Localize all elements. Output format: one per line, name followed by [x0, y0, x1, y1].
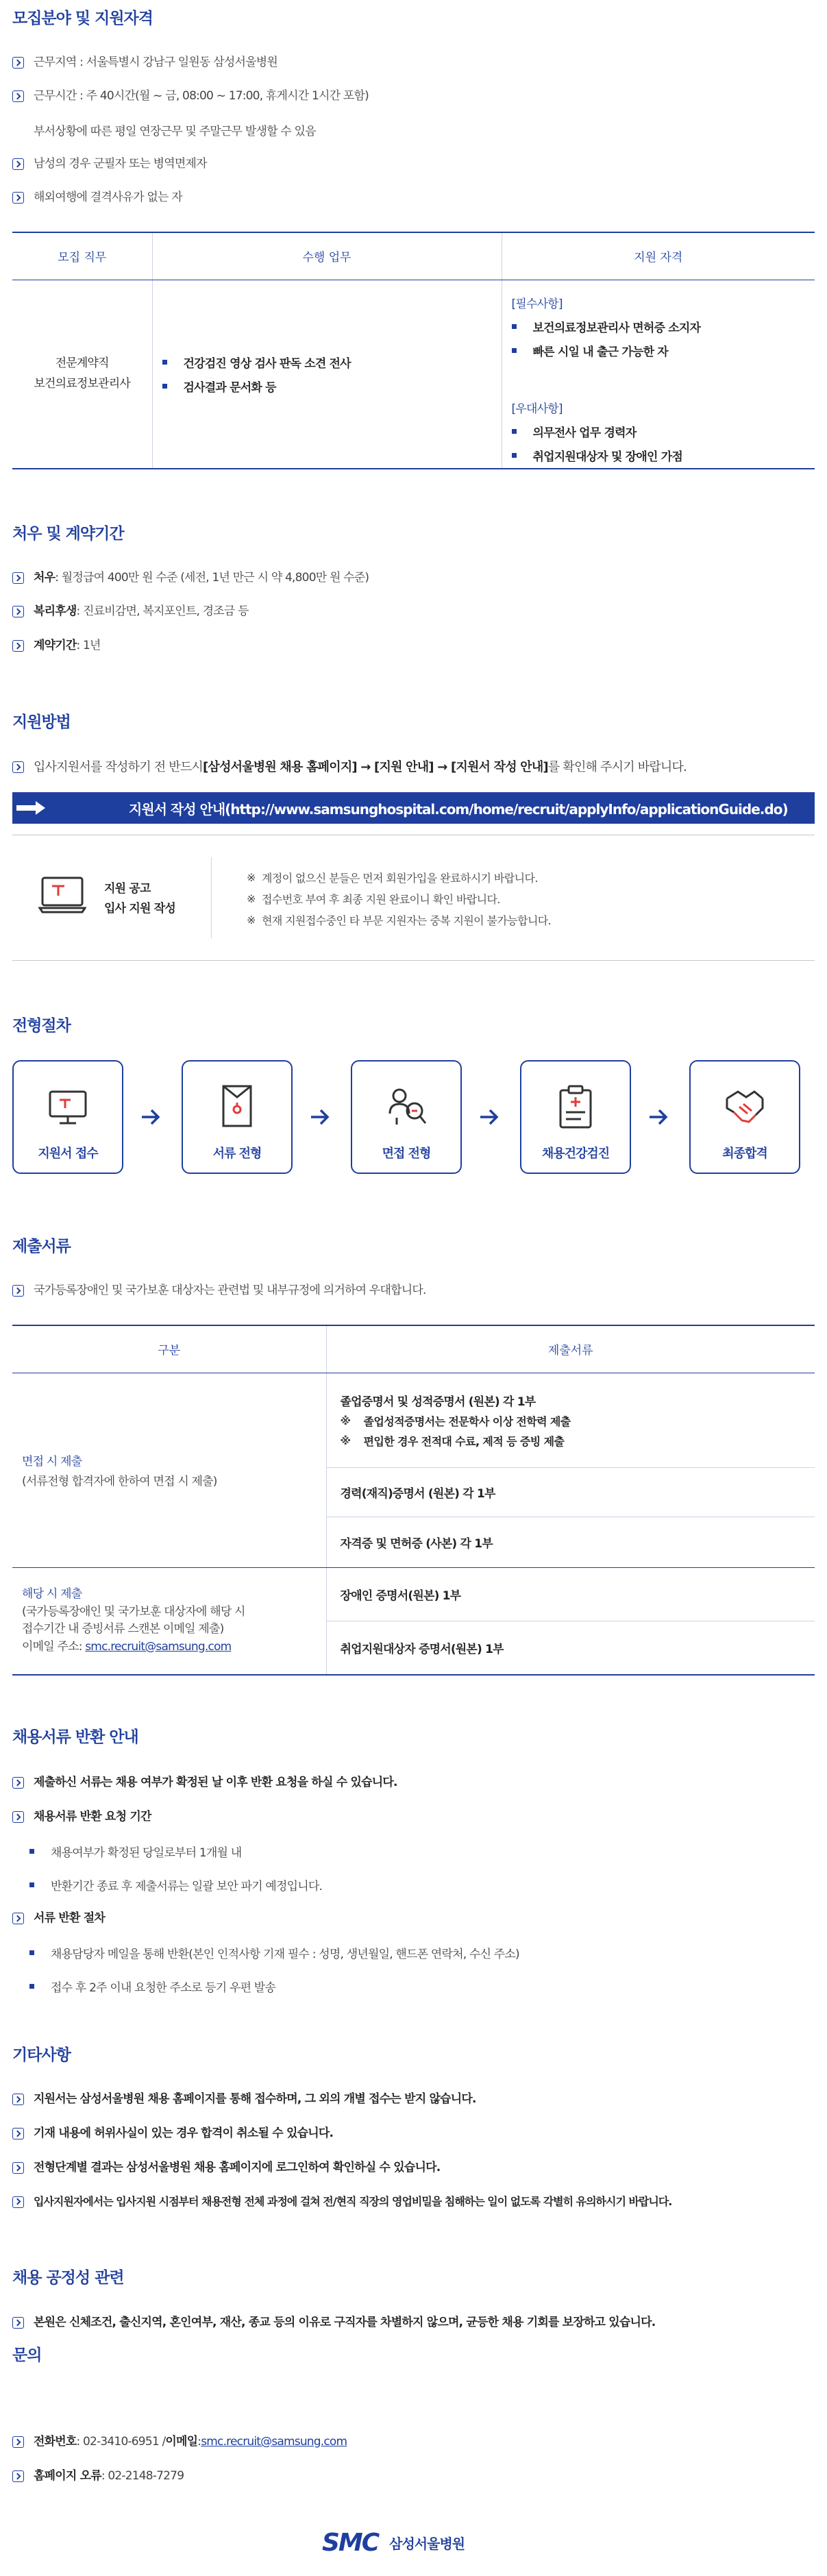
return-proc-item: 채용담당자 메일을 통해 반환(본인 인적사항 기재 필수 : 성명, 생년월일, 핸드폰 연락처, 수신 주소) [29, 1944, 519, 1961]
benefit-welfare: 복리후생 : 진료비감면, 복지포인트, 경조금 등 [12, 604, 249, 620]
bullet-arrow-icon [12, 2436, 24, 2448]
return-title: 채용서류 반환 안내 [12, 1728, 138, 1746]
bullet-arrow-icon [12, 57, 24, 69]
fairness-title: 채용 공정성 관련 [12, 2269, 124, 2287]
grad-title: 졸업증명서 및 성적증명서 (원본) 각 1부 [340, 1395, 536, 1409]
bullet-arrow-icon [12, 640, 24, 652]
org-name: 삼성서울병원 [389, 2536, 465, 2552]
bullet-arrow-icon [12, 1811, 24, 1823]
process-step-document: 서류 전형 [182, 1060, 293, 1174]
return-proc-label: 서류 반환 절차 [12, 1911, 105, 1927]
benefit-contract: 계약기간 : 1년 [12, 638, 101, 654]
bullet-arrow-icon [12, 158, 24, 170]
interview-label: 면접 시 제출 [22, 1455, 82, 1469]
process-step-apply: 지원서 접수 [12, 1060, 123, 1174]
veteran-cell: 취업지원대상자 증명서(원본) 1부 [340, 1642, 504, 1656]
return-proc-item: 접수 후 2주 이내 요청한 주소로 등기 우편 발송 [29, 1978, 275, 1995]
table-header: 제출서류 [326, 1326, 815, 1373]
apply-instruction: 입사지원서를 작성하기 전 반드시 [삼성서울병원 채용 홈페이지] → [지원 안내] → [지원서 작성 안내] 를 확인해 주시기 바랍니다. [12, 759, 687, 776]
apply-note: ※ 접수번호 부여 후 최종 지원 완료이니 확인 바랍니다. [247, 892, 500, 906]
arrow-right-icon [648, 1109, 669, 1125]
apply-guide-link[interactable]: 지원서 작성 안내(http://www.samsunghospital.com/home/recruit/applyInfo/applicationGuide.do) [12, 792, 815, 824]
document-icon [215, 1082, 259, 1130]
bullet-arrow-icon [12, 2470, 24, 2482]
apply-note: ※ 계정이 없으신 분들은 먼저 회원가입을 완료하시기 바랍니다. [247, 871, 538, 885]
interview-sub: (서류전형 합격자에 한하여 면접 시 제출) [22, 1475, 217, 1488]
bullet-arrow-icon [12, 2162, 24, 2174]
apply-note: ※ 현재 지원접수중인 타 부문 지원자는 중복 지원이 불가능합니다. [247, 913, 552, 927]
table-header: 모집 직무 [12, 233, 152, 280]
req-cell [502, 280, 815, 468]
interview-cell [12, 1373, 326, 1567]
recruit-item-hours: 근무시간 : 주 40시간(월 ~ 금, 08:00 ~ 17:00, 휴게시간 1시간 포함) [12, 88, 369, 105]
apply-info-box [12, 835, 815, 961]
return-period-item: 채용여부가 확정된 당일로부터 1개월 내 [29, 1843, 241, 1860]
arrow-right-icon [16, 800, 47, 816]
arrow-right-icon [479, 1109, 499, 1125]
license-cell: 자격증 및 면허증 (사본) 각 1부 [326, 1517, 815, 1567]
process-step-interview: 면접 전형 [351, 1060, 462, 1174]
etc-title: 기타사항 [12, 2046, 71, 2064]
arrow-right-icon [310, 1109, 330, 1125]
career-cell: 경력(재직)증명서 (원본) 각 1부 [326, 1467, 815, 1517]
bullet-arrow-icon [12, 1777, 24, 1789]
logo-mark: SMC [322, 2529, 379, 2557]
disability-cell: 장애인 증명서(원본) 1부 [326, 1567, 815, 1621]
etc-item: 전형단계별 결과는 삼성서울병원 채용 홈페이지에 로그인하여 확인하실 수 있습니다. [12, 2160, 440, 2176]
table-header: 수행 업무 [152, 233, 502, 280]
recruit-table [12, 232, 815, 469]
pref-label: [우대사항] [511, 402, 563, 416]
table-header: 구분 [12, 1326, 326, 1373]
return-period-label: 채용서류 반환 요청 기간 [12, 1809, 151, 1826]
job-title: 전문계약직 [55, 356, 109, 370]
recruit-item-location: 근무지역 : 서울특별시 강남구 일원동 삼성서울병원 [12, 55, 277, 71]
pref-item: 취업지원대상자 및 장애인 가점 [512, 447, 815, 464]
job-title: 보건의료정보관리사 [34, 376, 131, 391]
benefit-pay: 처우 : 월정급여 400만 원 수준 (세전, 1년 만근 시 약 4,800만 원 수준) [12, 570, 369, 587]
duty-item: 건강검진 영상 검사 판독 소견 전사 [162, 354, 502, 371]
etc-item: 지원서는 삼성서울병원 채용 홈페이지를 통해 접수하며, 그 외의 개별 접수는 받지 않습니다. [12, 2092, 476, 2108]
recruit-item-travel: 해외여행에 결격사유가 없는 자 [12, 190, 182, 206]
laptop-icon [38, 875, 86, 916]
pref-item: 의무전사 업무 경력자 [512, 423, 815, 440]
docs-table [12, 1325, 815, 1676]
recruit-work-note: 부서상황에 따른 평일 연장근무 및 주말근무 발생할 수 있음 [34, 125, 316, 138]
bullet-arrow-icon [12, 1285, 24, 1297]
bullet-arrow-icon [12, 90, 24, 102]
docs-title: 제출서류 [12, 1238, 71, 1255]
monitor-icon [46, 1082, 90, 1130]
medical-clipboard-icon [554, 1082, 597, 1130]
apply-title: 지원방법 [12, 713, 71, 731]
contact-phone: 전화번호 : 02-3410-6951 / 이메일 : smc.recruit@samsung.com [12, 2434, 347, 2451]
grad-note: ※ 편입한 경우 전적대 수료, 제적 등 증빙 제출 [340, 1434, 565, 1448]
job-cell [12, 280, 152, 468]
benefit-title: 처우 및 계약기간 [12, 525, 124, 543]
process-title: 전형절차 [12, 1017, 71, 1035]
special-email: 이메일 주소: smc.recruit@samsung.com [22, 1639, 232, 1654]
bullet-arrow-icon [12, 2317, 24, 2329]
bullet-arrow-icon [12, 606, 24, 617]
recruit-title: 모집분야 및 지원자격 [12, 10, 153, 27]
special-sub: 접수기간 내 증빙서류 스캔본 이메일 제출) [22, 1622, 224, 1636]
apply-box-label: 지원 공고 입사 지원 작성 [104, 882, 175, 916]
contact-error: 홈페이지 오류 : 02-2148-7279 [12, 2468, 184, 2485]
bullet-arrow-icon [12, 192, 24, 204]
process-step-final: 최종합격 [689, 1060, 800, 1174]
etc-item: 입사지원자에서는 입사지원 시점부터 채용전형 전체 과정에 걸쳐 전/현직 직장의 영업비밀을 침해하는 일이 없도록 각별히 유의하시기 바랍니다. [12, 2194, 671, 2209]
recruit-item-military: 남성의 경우 군필자 또는 병역면제자 [12, 156, 207, 173]
contact-email-link[interactable]: smc.recruit@samsung.com [201, 2435, 347, 2449]
return-intro: 제출하신 서류는 채용 여부가 확정된 날 이후 반환 요청을 하실 수 있습니다. [12, 1775, 397, 1791]
divider [211, 857, 212, 938]
req-item: 보건의료정보관리사 면허증 소지자 [512, 318, 815, 335]
email-link[interactable]: smc.recruit@samsung.com [85, 1639, 232, 1654]
duty-item: 검사결과 문서화 등 [162, 378, 502, 395]
etc-item: 기재 내용에 허위사실이 있는 경우 합격이 취소될 수 있습니다. [12, 2126, 333, 2142]
bullet-arrow-icon [12, 572, 24, 584]
interview-icon [384, 1082, 428, 1130]
req-label: [필수사항] [511, 297, 563, 311]
req-item: 빠른 시일 내 출근 가능한 자 [512, 342, 815, 359]
bullet-arrow-icon [12, 2196, 24, 2208]
arrow-right-icon [140, 1109, 161, 1125]
special-sub: (국가등록장애인 및 국가보훈 대상자에 해당 시 [22, 1604, 245, 1619]
docs-note: 국가등록장애인 및 국가보훈 대상자는 관련법 및 내부규정에 의거하여 우대합니다. [12, 1283, 426, 1299]
special-label: 해당 시 제출 [22, 1587, 82, 1602]
grad-cell [326, 1373, 815, 1467]
grad-note: ※ 졸업성적증명서는 전문학사 이상 전학력 제출 [340, 1414, 571, 1428]
special-cell [12, 1567, 326, 1674]
duty-cell [152, 280, 502, 468]
handshake-icon [723, 1082, 767, 1130]
bullet-arrow-icon [12, 761, 24, 773]
fairness-text: 본원은 신체조건, 출신지역, 혼인여부, 재산, 종교 등의 이유로 구직자를 차별하지 않으며, 균등한 채용 기회를 보장하고 있습니다. [12, 2315, 655, 2331]
table-header: 지원 자격 [502, 233, 815, 280]
process-step-checkup: 채용건강검진 [520, 1060, 631, 1174]
bullet-arrow-icon [12, 2094, 24, 2105]
smc-logo [322, 2529, 465, 2557]
return-period-item: 반환기간 종료 후 제출서류는 일괄 보안 파기 예정입니다. [29, 1876, 322, 1893]
contact-title: 문의 [12, 2346, 42, 2364]
bullet-arrow-icon [12, 2128, 24, 2139]
bullet-arrow-icon [12, 1913, 24, 1924]
